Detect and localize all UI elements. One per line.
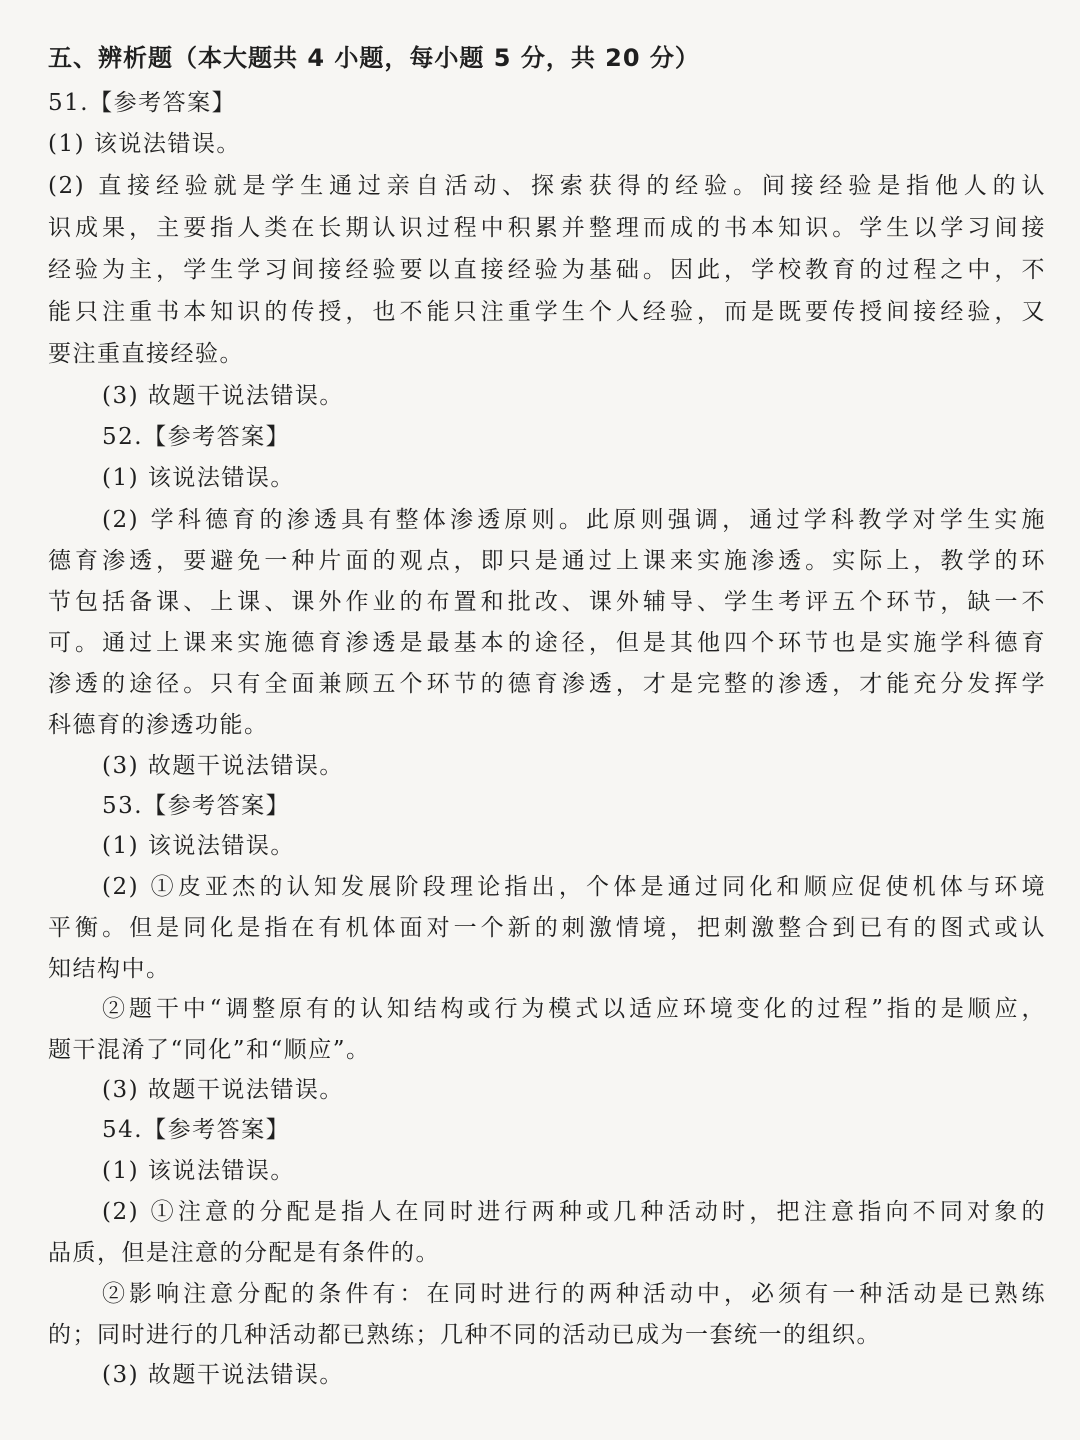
q52-item2-line4: 可。通过上课来实施德育渗透是最基本的途径，但是其他四个环节也是实施学科德育 bbox=[48, 630, 1046, 656]
q53-item2-line2: 平衡。但是同化是指在有机体面对一个新的刺激情境，把刺激整合到已有的图式或认 bbox=[48, 915, 1046, 941]
q51-item1: (1) 该说法错误。 bbox=[48, 131, 241, 157]
q52-item2-line3: 节包括备课、上课、课外作业的布置和批改、课外辅导、学生考评五个环节，缺一不 bbox=[48, 589, 1046, 615]
q54-item2b-line1: ②影响注意分配的条件有：在同时进行的两种活动中，必须有一种活动是已熟练 bbox=[102, 1281, 1046, 1307]
q51-item2-line4: 能只注重书本知识的传授，也不能只注重学生个人经验，而是既要传授间接经验，又 bbox=[48, 299, 1046, 325]
q53-title: 53.【参考答案】 bbox=[102, 793, 291, 819]
q51-item2-line2: 识成果，主要指人类在长期认识过程中积累并整理而成的书本知识。学生以学习间接 bbox=[48, 215, 1046, 241]
q52-item1: (1) 该说法错误。 bbox=[102, 465, 295, 491]
q53-item1: (1) 该说法错误。 bbox=[102, 833, 295, 859]
q52-item3: (3) 故题干说法错误。 bbox=[102, 753, 344, 779]
q52-item2-line6: 科德育的渗透功能。 bbox=[48, 712, 269, 738]
q52-item2-line1: (2) 学科德育的渗透具有整体渗透原则。此原则强调，通过学科教学对学生实施 bbox=[102, 507, 1046, 533]
q54-item1: (1) 该说法错误。 bbox=[102, 1158, 295, 1184]
section-heading: 五、辨析题（本大题共 4 小题，每小题 5 分，共 20 分） bbox=[48, 44, 700, 72]
q54-item2-line2: 品质，但是注意的分配是有条件的。 bbox=[48, 1240, 440, 1266]
q53-item2-line1: (2) ①皮亚杰的认知发展阶段理论指出，个体是通过同化和顺应促使机体与环境 bbox=[102, 874, 1046, 900]
q53-item3: (3) 故题干说法错误。 bbox=[102, 1077, 344, 1103]
q52-title: 52.【参考答案】 bbox=[102, 424, 291, 450]
q53-item2-line3: 知结构中。 bbox=[48, 956, 171, 982]
q54-item3: (3) 故题干说法错误。 bbox=[102, 1362, 344, 1388]
q51-item2-line1: (2) 直接经验就是学生通过亲自活动、探索获得的经验。间接经验是指他人的认 bbox=[48, 173, 1046, 199]
q53-item2b-line2: 题干混淆了“同化”和“顺应”。 bbox=[48, 1037, 371, 1063]
q51-item3: (3) 故题干说法错误。 bbox=[102, 383, 344, 409]
q51-item2-line5: 要注重直接经验。 bbox=[48, 341, 244, 367]
q54-item2b-line2: 的；同时进行的几种活动都已熟练；几种不同的活动已成为一套统一的组织。 bbox=[48, 1322, 881, 1348]
q51-title: 51.【参考答案】 bbox=[48, 90, 237, 116]
q52-item2-line2: 德育渗透，要避免一种片面的观点，即只是通过上课来实施渗透。实际上，教学的环 bbox=[48, 548, 1046, 574]
q52-item2-line5: 渗透的途径。只有全面兼顾五个环节的德育渗透，才是完整的渗透，才能充分发挥学 bbox=[48, 671, 1046, 697]
q51-item2-line3: 经验为主，学生学习间接经验要以直接经验为基础。因此，学校教育的过程之中，不 bbox=[48, 257, 1046, 283]
q54-item2-line1: (2) ①注意的分配是指人在同时进行两种或几种活动时，把注意指向不同对象的 bbox=[102, 1199, 1046, 1225]
q53-item2b-line1: ②题干中“调整原有的认知结构或行为模式以适应环境变化的过程”指的是顺应， bbox=[102, 996, 1046, 1022]
q54-title: 54.【参考答案】 bbox=[102, 1117, 291, 1143]
